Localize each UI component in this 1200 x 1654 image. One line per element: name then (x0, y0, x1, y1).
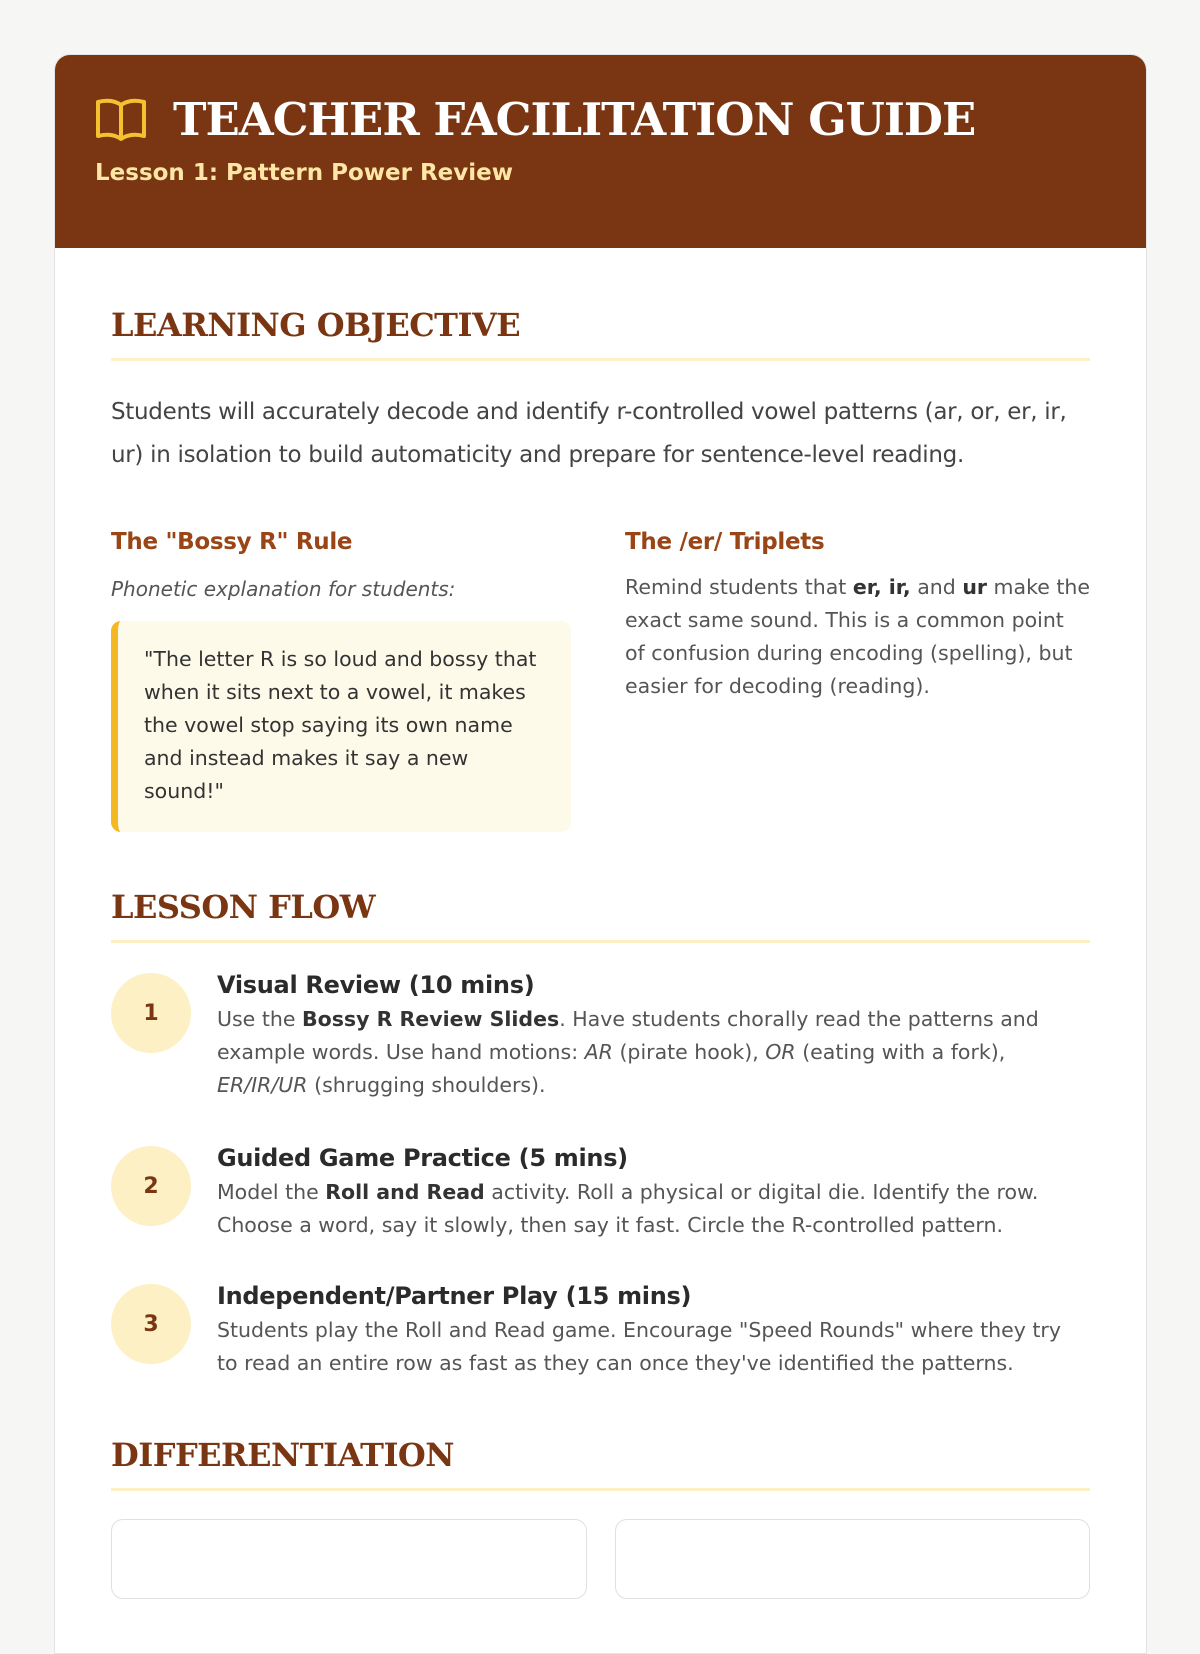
triplets-text-part: Remind students that (625, 575, 853, 599)
page-title: TEACHER FACILITATION GUIDE (173, 93, 976, 146)
differentiation-heading: DIFFERENTIATION (111, 1436, 1090, 1491)
triplets-text-part: and (910, 575, 963, 599)
step-text-italic: ER/IR/UR (217, 1073, 308, 1097)
step-title: Visual Review (10 mins) (217, 971, 535, 999)
guide-card (54, 54, 1147, 1654)
step-text (217, 1003, 1082, 1102)
step-body (217, 1144, 1082, 1242)
triplets-text-part: make the exact same sound. This is a common point of confusion during encoding (spelling), but easier for decoding (reading). (625, 575, 1090, 698)
step-number-badge: 1 (111, 973, 191, 1053)
bossy-r-note: Phonetic explanation for students: (111, 577, 456, 601)
step-title: Independent/Partner Play (15 mins) (217, 1282, 692, 1310)
step-number-badge: 3 (111, 1284, 191, 1364)
bossy-r-heading: The "Bossy R" Rule (111, 529, 353, 555)
lesson-steps (111, 971, 1090, 1380)
lesson-step-2 (111, 1144, 1090, 1242)
bossy-r-column (111, 529, 571, 832)
triplets-text (625, 571, 1090, 703)
header-row (95, 93, 1106, 146)
differentiation-cards (111, 1519, 1090, 1599)
step-text: Students play the Roll and Read game. Encourage "Speed Rounds" where they try to read an entire row as fast as they can once they've identified the patterns. (217, 1318, 1061, 1375)
step-body (217, 971, 1082, 1102)
step-text-part: . Have students chorally read the patterns and example words. Use hand motions: (217, 1007, 1039, 1064)
step-text-part: (pirate hook), (612, 1040, 766, 1064)
step-text-bold: Bossy R Review Slides (301, 1007, 560, 1031)
step-text-part: (eating with a fork), (795, 1040, 1006, 1064)
step-text-part: Model the (217, 1180, 326, 1204)
triplets-heading: The /er/ Triplets (625, 529, 825, 555)
bossy-r-quote: "The letter R is so loud and bossy that when it sits next to a vowel, it makes the vowel stop saying its own name and instead makes it say a new sound!" (111, 621, 571, 832)
lesson-flow-heading: LESSON FLOW (111, 888, 1090, 943)
guide-header (55, 55, 1146, 248)
book-open-icon (95, 95, 147, 145)
step-text-part: (shrugging shoulders). (307, 1073, 546, 1097)
triplets-column (625, 529, 1090, 832)
guide-content (55, 306, 1146, 1599)
lesson-step-3 (111, 1282, 1090, 1380)
concept-columns (111, 529, 1090, 832)
lesson-subtitle: Lesson 1: Pattern Power Review (95, 160, 513, 186)
step-title: Guided Game Practice (5 mins) (217, 1144, 628, 1172)
lesson-step-1 (111, 971, 1090, 1102)
step-text-italic: AR (584, 1040, 613, 1064)
differentiation-card (111, 1519, 587, 1599)
objective-text: Students will accurately decode and identify r-controlled vowel patterns (ar, or, er, ir, ur) in isolation to build automaticity and prepare for sentence-level reading. (111, 399, 1067, 468)
step-text-bold: Roll and Read (325, 1180, 485, 1204)
step-body (217, 1282, 1082, 1380)
objective-heading: LEARNING OBJECTIVE (111, 306, 1090, 361)
step-text (217, 1176, 1082, 1242)
step-text-part: activity. Roll a physical or digital die. Identify the row. Choose a word, say it slowly, then say it fast. Circle the R-controlled pattern. (217, 1180, 1039, 1237)
step-text-part: Use the (217, 1007, 302, 1031)
triplets-bold-ur: ur (962, 575, 988, 599)
differentiation-card (615, 1519, 1091, 1599)
step-number-badge: 2 (111, 1146, 191, 1226)
step-text-italic: OR (765, 1040, 796, 1064)
triplets-bold-er-ir: er, ir, (852, 575, 911, 599)
